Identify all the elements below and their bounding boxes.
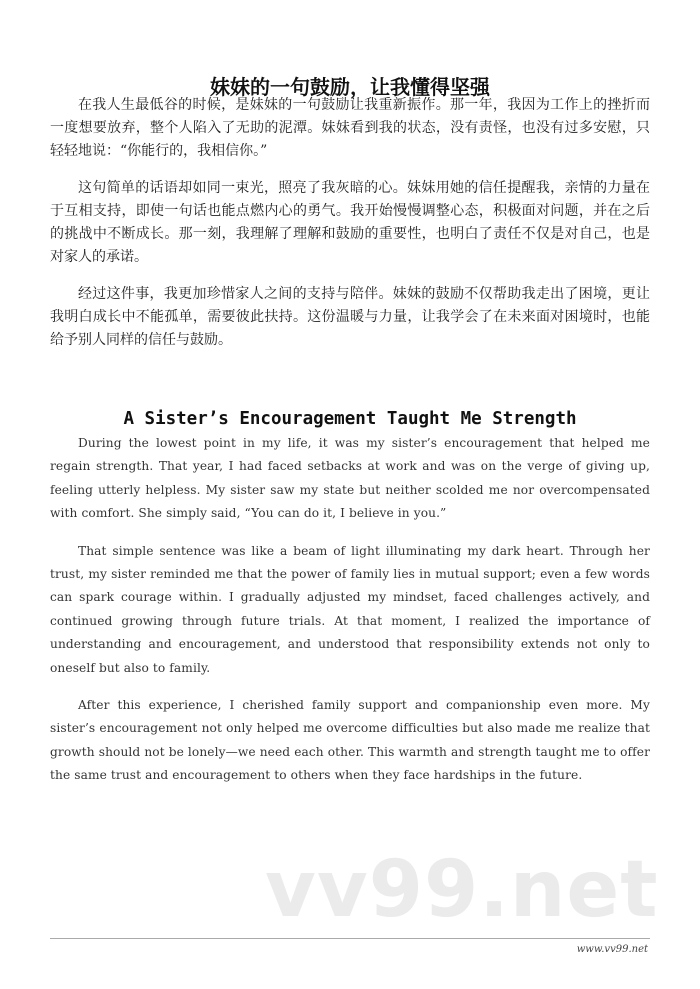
english-paragraph: After this experience, I cherished family support and companionship even more. My sister’s encouragement not only helped me overcome difficulties but also made me realize that growth should not be lonely—we need each other. This warmth and strength taught me to offer the same trust and encouragement to others when they face hardships in the future. (50, 698, 650, 783)
chinese-paragraph: 在我人生最低谷的时候，是妹妹的一句鼓励让我重新振作。那一年，我因为工作上的挫折而一度想要放弃，整个人陷入了无助的泥潭。妹妹看到我的状态，没有责怪，也没有过多安慰，只轻轻地说：“你能行的，我相信你。” (50, 97, 650, 159)
english-paragraph: During the lowest point in my life, it was my sister’s encouragement that helped me regain strength. That year, I had faced setbacks at work and was on the verge of giving up, feeling utterly helpless. My sister saw my state but neither scolded me nor overcompensated with comfort. She simply said, “You can do it, I believe in you.” (50, 436, 650, 521)
chinese-paragraph: 经过这件事，我更加珍惜家人之间的支持与陪伴。妹妹的鼓励不仅帮助我走出了困境，更让我明白成长中不能孤单，需要彼此扶持。这份温暖与力量，让我学会了在未来面对困境时，也能给予别人同样的信任与鼓励。 (50, 286, 650, 348)
chinese-body (50, 94, 650, 366)
watermark: vv99.net (265, 845, 659, 935)
footer-url: www.vv99.net (576, 944, 648, 955)
english-body (50, 432, 650, 802)
english-title: A Sister’s Encouragement Taught Me Strength (123, 408, 577, 429)
chinese-paragraph: 这句简单的话语却如同一束光，照亮了我灰暗的心。妹妹用她的信任提醒我，亲情的力量在于互相支持，即使一句话也能点燃内心的勇气。我开始慢慢调整心态，积极面对问题，并在之后的挑战中不断成长。那一刻，我理解了理解和鼓励的重要性，也明白了责任不仅是对自己，也是对家人的承诺。 (50, 180, 650, 265)
footer-divider (50, 938, 650, 939)
english-paragraph: That simple sentence was like a beam of light illuminating my dark heart. Through her trust, my sister reminded me that the power of family lies in mutual support; even a few words can spark courage within. I gradually adjusted my mindset, faced challenges actively, and continued growing through future trials. At that moment, I realized the importance of understanding and encouragement, and understood that responsibility extends not only to oneself but also to family. (50, 543, 650, 675)
chinese-title: 妹妹的一句鼓励，让我懂得坚强 (210, 75, 490, 100)
